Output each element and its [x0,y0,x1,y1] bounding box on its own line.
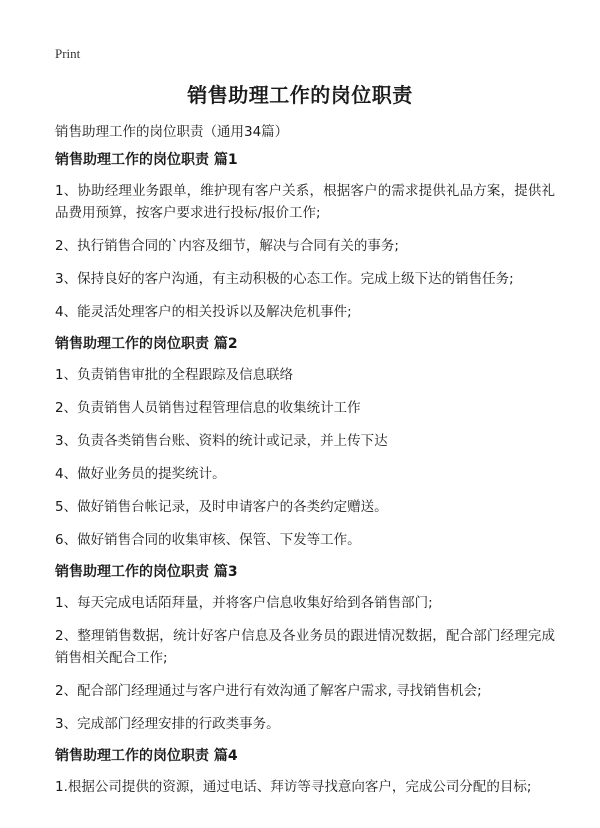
list-item: 1、负责销售审批的全程跟踪及信息联络 [55,367,294,383]
section [55,562,555,735]
list-item: 6、做好销售合同的收集审核、保管、下发等工作。 [55,532,361,548]
document-subtitle: 销售助理工作的岗位职责（通用34篇） [55,124,289,140]
list-item: 3、完成部门经理安排的行政类事务。 [55,716,280,732]
print-label: Print [55,46,81,61]
section-heading: 销售助理工作的岗位职责 篇3 [55,564,238,580]
list-item: 5、做好销售台帐记录，及时申请客户的各类约定赠送。 [55,499,388,515]
list-item: 2、配合部门经理通过与客户进行有效沟通了解客户需求, 寻找销售机会; [55,683,482,699]
document-title: 销售助理工作的岗位职责 [187,83,413,107]
list-item: 1、协助经理业务跟单，维护现有客户关系，根据客户的需求提供礼品方案，提供礼品费用预算，按客户要求进行投标/报价工作; [55,183,555,221]
section-heading: 销售助理工作的岗位职责 篇4 [55,748,238,764]
list-item: 3、保持良好的客户沟通，有主动积极的心态工作。完成上级下达的销售任务; [55,271,514,287]
list-item: 3、负责各类销售台账、资料的统计或记录，并上传下达 [55,433,388,449]
list-item: 2、执行销售合同的`内容及细节，解决与合同有关的事务; [55,238,399,254]
list-item: 4、能灵活处理客户的相关投诉以及解决危机事件; [55,304,352,320]
document-body [55,150,555,809]
section [55,746,555,798]
section [55,150,555,323]
list-item: 2、整理销售数据，统计好客户信息及各业务员的跟进情况数据，配合部门经理完成销售相关配合工作; [55,628,555,666]
section [55,334,555,551]
list-item: 4、做好业务员的提奖统计。 [55,466,226,482]
list-item: 2、负责销售人员销售过程管理信息的收集统计工作 [55,400,361,416]
list-item: 1、每天完成电话陌拜量，并将客户信息收集好给到各销售部门; [55,595,433,611]
list-item: 1.根据公司提供的资源，通过电话、拜访等寻找意向客户，完成公司分配的目标; [55,779,532,795]
section-heading: 销售助理工作的岗位职责 篇1 [55,152,238,168]
section-heading: 销售助理工作的岗位职责 篇2 [55,336,238,352]
